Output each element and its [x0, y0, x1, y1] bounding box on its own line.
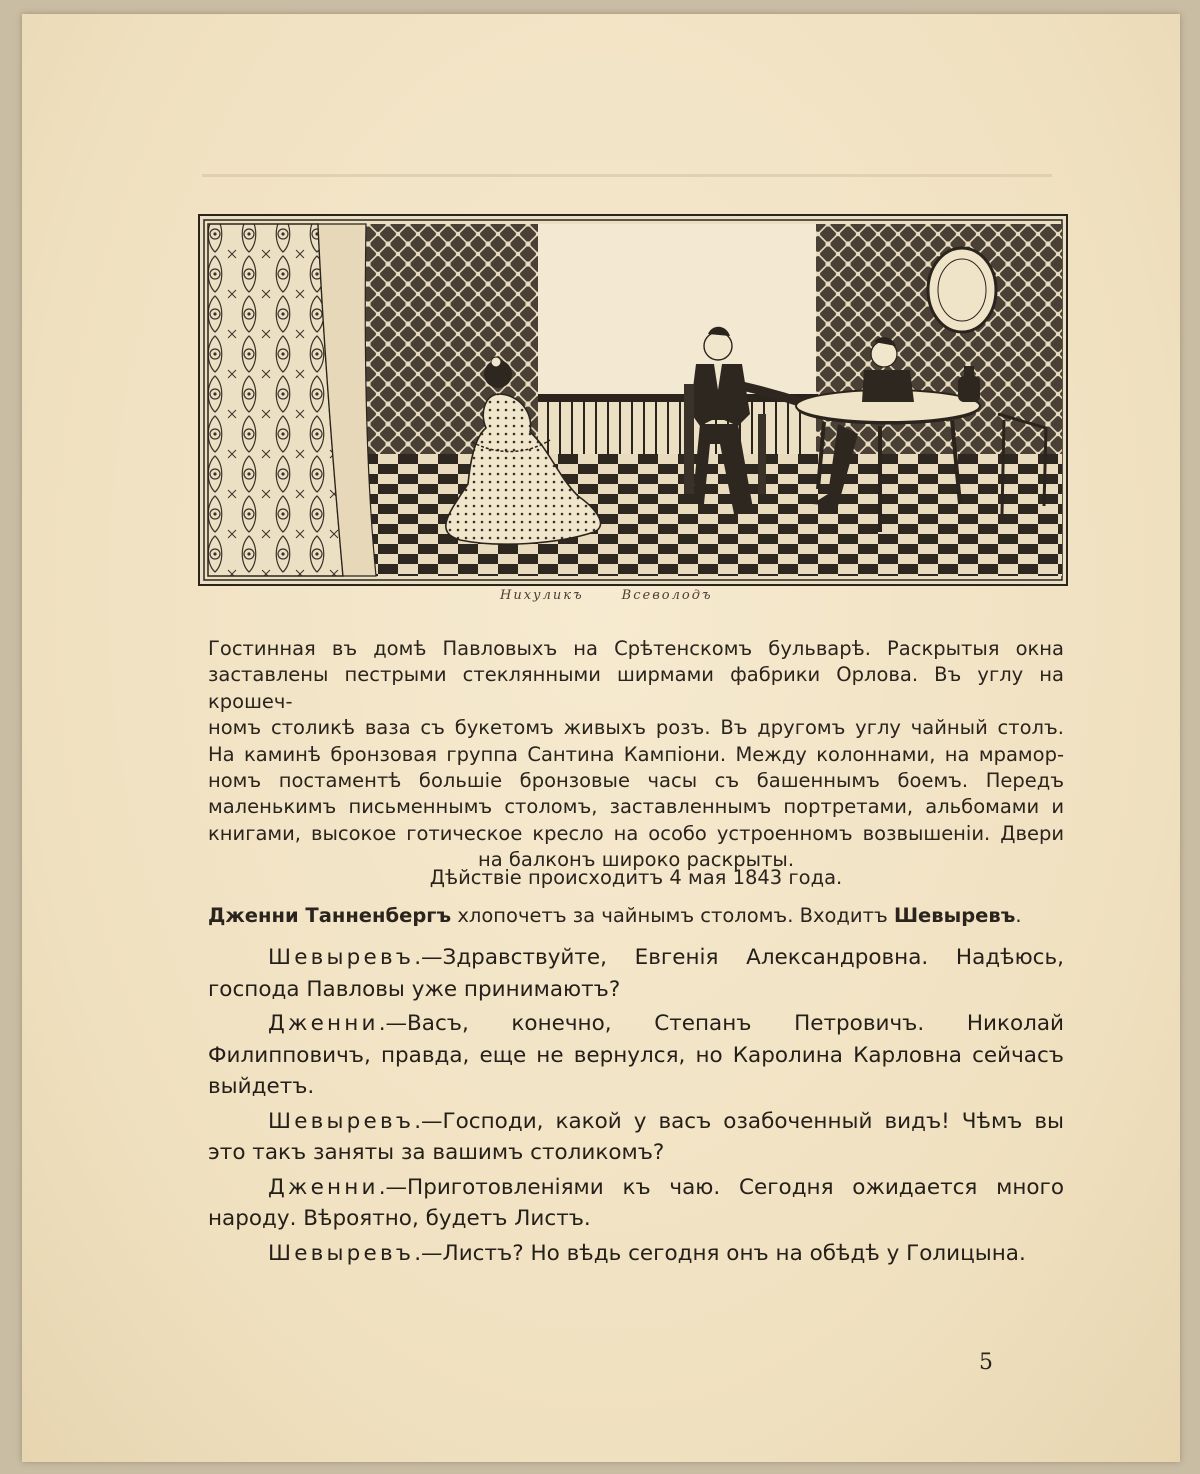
- dialogue: [208, 942, 1064, 1272]
- stage-line: На каминѣ бронзовая группа Сантина Кампіони. Между колоннами, на мрамор-: [208, 742, 1064, 766]
- signature-surname: Нихуликъ: [500, 588, 584, 603]
- stage-line: номъ постаментѣ большіе бронзовые часы съ башеннымъ боемъ. Передъ: [208, 769, 1064, 793]
- replica-text: .—Листъ? Но вѣдь сегодня онъ на обѣдѣ у Голицына.: [414, 1240, 1026, 1266]
- date-line: Дѣйствіе происходитъ 4 мая 1843 года.: [429, 866, 843, 889]
- signature-firstname: Всеволодъ: [621, 588, 713, 603]
- book-page: [22, 14, 1180, 1462]
- replica: [208, 1106, 1064, 1169]
- character-shevyrev: Шевыревъ: [893, 904, 1016, 927]
- replica-text: .—Здравствуйте, Евгенія Александровна. Надѣюсь, господа Павловы уже принимаютъ?: [208, 945, 1064, 1002]
- replica-text: .—Васъ, конечно, Степанъ Петровичъ. Николай Филипповичъ, правда, еще не вернулся, но Каролина Карловна сейчасъ выйдетъ.: [208, 1011, 1064, 1099]
- speaker-name: Дженни: [268, 1011, 379, 1036]
- replica-text: .—Господи, какой у васъ озабоченный видъ! Чѣмъ вы это такъ заняты за вашимъ столикомъ?: [208, 1108, 1064, 1165]
- cast-end: .: [1015, 904, 1022, 927]
- replica: [208, 1172, 1064, 1235]
- cast-line: [208, 904, 1064, 927]
- stage-line: книгами, высокое готическое кресло на особо устроенномъ возвышеніи. Двери: [208, 821, 1064, 845]
- replica: [208, 1238, 1064, 1270]
- replica: [208, 1008, 1064, 1103]
- character-jenny: Дженни Танненбергъ: [208, 904, 452, 927]
- faded-header-rule: [202, 174, 1052, 177]
- stage-direction: [208, 636, 1064, 874]
- page-number: 5: [979, 1350, 993, 1375]
- speaker-name: Шевыревъ: [268, 1240, 415, 1266]
- speaker-name: Шевыревъ: [268, 945, 415, 970]
- stage-line: заставлены пестрыми стеклянными ширмами фабрики Орлова. Въ углу на крошеч-: [208, 663, 1064, 713]
- stage-last-line: на балконъ широко раскрыты.: [477, 848, 795, 872]
- replica: [208, 942, 1064, 1005]
- speaker-name: Шевыревъ: [268, 1108, 415, 1134]
- stage-line: Гостинная въ домѣ Павловыхъ на Срѣтенскомъ бульварѣ. Раскрытыя окна: [208, 637, 1064, 660]
- engraving-illustration: [198, 214, 1068, 586]
- cast-action: хлопочетъ за чайнымъ столомъ. Входитъ: [451, 904, 894, 927]
- replica-text: .—Приготовленіями къ чаю. Сегодня ожидается много народу. Вѣроятно, будетъ Листъ.: [208, 1174, 1064, 1231]
- speaker-name: Дженни: [268, 1174, 379, 1200]
- illustration-signature: [500, 588, 760, 610]
- stage-line: маленькимъ письменнымъ столомъ, заставленнымъ портретами, альбомами и: [208, 795, 1064, 819]
- stage-line: номъ столикѣ ваза съ букетомъ живыхъ розъ. Въ другомъ углу чайный столъ.: [208, 716, 1064, 740]
